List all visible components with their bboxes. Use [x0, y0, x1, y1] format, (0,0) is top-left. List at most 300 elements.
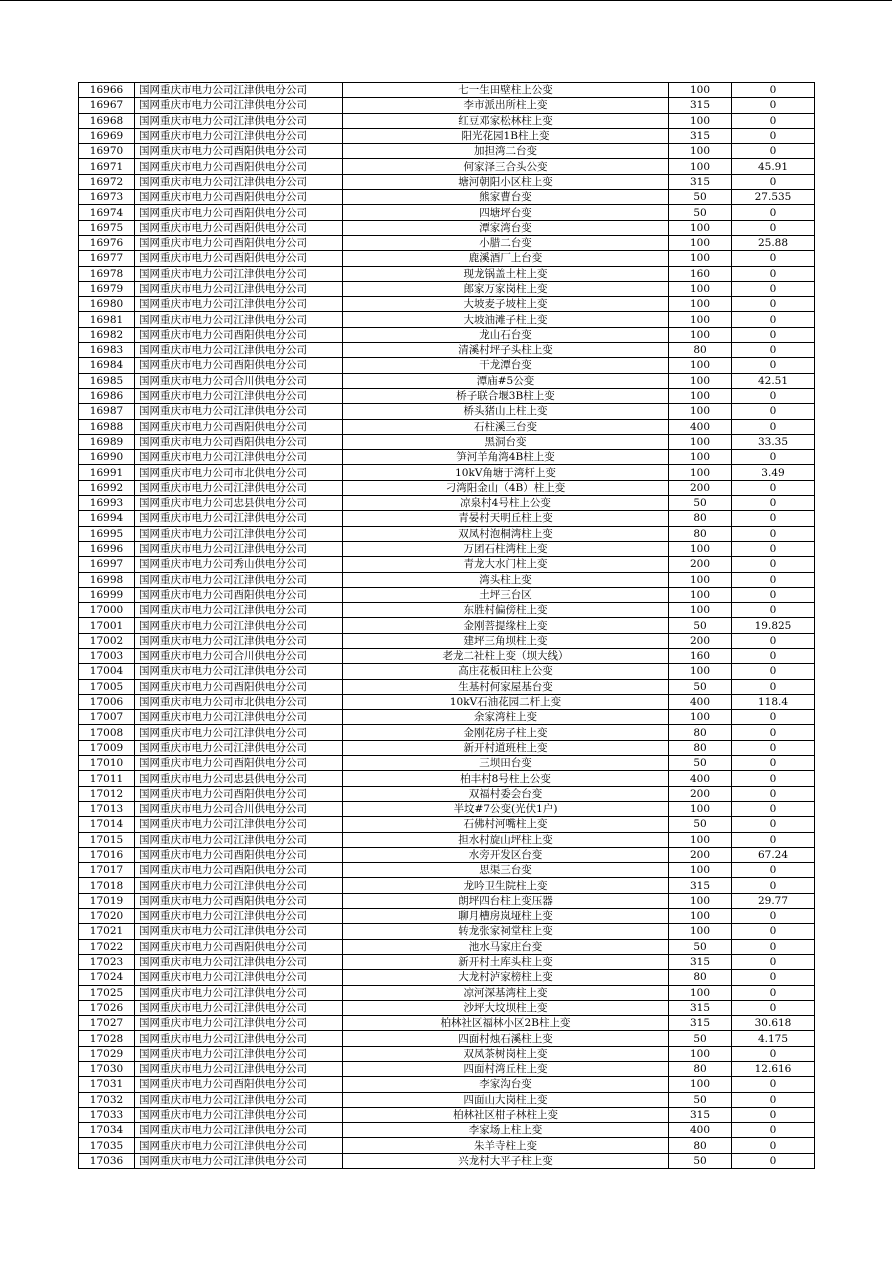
capacity-cell: 100: [669, 924, 732, 939]
row-id-cell: 17022: [79, 939, 135, 954]
value-cell: 29.77: [732, 893, 815, 908]
company-cell: 国网重庆市电力公司江津供电分公司: [135, 572, 343, 587]
capacity-cell: 50: [669, 205, 732, 220]
company-cell: 国网重庆市电力公司江津供电分公司: [135, 480, 343, 495]
capacity-cell: 80: [669, 1062, 732, 1077]
table-row: [79, 924, 815, 939]
table-row: [79, 725, 815, 740]
transformer-name-cell: 七一生田壁柱上公变: [343, 83, 669, 98]
capacity-cell: 200: [669, 480, 732, 495]
transformer-name-cell: 兴龙村大平子柱上变: [343, 1153, 669, 1168]
table-row: [79, 633, 815, 648]
row-id-cell: 16979: [79, 281, 135, 296]
row-id-cell: 17005: [79, 679, 135, 694]
company-cell: 国网重庆市电力公司江津供电分公司: [135, 633, 343, 648]
table-row: [79, 832, 815, 847]
row-id-cell: 16997: [79, 557, 135, 572]
company-cell: 国网重庆市电力公司江津供电分公司: [135, 1000, 343, 1015]
company-cell: 国网重庆市电力公司江津供电分公司: [135, 1123, 343, 1138]
row-id-cell: 17010: [79, 756, 135, 771]
row-id-cell: 16999: [79, 587, 135, 602]
capacity-cell: 100: [669, 1077, 732, 1092]
capacity-cell: 100: [669, 893, 732, 908]
transformer-name-cell: 龙吟卫生院柱上变: [343, 878, 669, 893]
table-row: [79, 771, 815, 786]
value-cell: 0: [732, 817, 815, 832]
page-top-rule: [0, 0, 892, 1]
capacity-cell: 400: [669, 771, 732, 786]
value-cell: 19.825: [732, 618, 815, 633]
row-id-cell: 17034: [79, 1123, 135, 1138]
transformer-name-cell: 思渠三台变: [343, 863, 669, 878]
transformer-name-cell: 东胜村偏傍柱上变: [343, 603, 669, 618]
transformer-name-cell: 万团石柱湾柱上变: [343, 541, 669, 556]
table-row: [79, 190, 815, 205]
value-cell: 0: [732, 526, 815, 541]
row-id-cell: 16998: [79, 572, 135, 587]
row-id-cell: 17036: [79, 1153, 135, 1168]
value-cell: 0: [732, 98, 815, 113]
company-cell: 国网重庆市电力公司酉阳供电分公司: [135, 251, 343, 266]
row-id-cell: 16990: [79, 450, 135, 465]
capacity-cell: 100: [669, 541, 732, 556]
table-row: [79, 373, 815, 388]
table-row: [79, 450, 815, 465]
company-cell: 国网重庆市电力公司江津供电分公司: [135, 98, 343, 113]
table-row: [79, 1016, 815, 1031]
table-row: [79, 205, 815, 220]
transformer-name-cell: 双凤村泡桐湾柱上变: [343, 526, 669, 541]
capacity-cell: 100: [669, 373, 732, 388]
row-id-cell: 17035: [79, 1138, 135, 1153]
value-cell: 0: [732, 648, 815, 663]
row-id-cell: 16986: [79, 388, 135, 403]
capacity-cell: 100: [669, 664, 732, 679]
row-id-cell: 16966: [79, 83, 135, 98]
row-id-cell: 17013: [79, 801, 135, 816]
table-row: [79, 496, 815, 511]
company-cell: 国网重庆市电力公司江津供电分公司: [135, 174, 343, 189]
value-cell: 0: [732, 83, 815, 98]
value-cell: 0: [732, 633, 815, 648]
transformer-name-cell: 湾头柱上变: [343, 572, 669, 587]
row-id-cell: 16992: [79, 480, 135, 495]
value-cell: 67.24: [732, 847, 815, 862]
value-cell: 0: [732, 710, 815, 725]
row-id-cell: 17021: [79, 924, 135, 939]
transformer-name-cell: 潭家湾台变: [343, 220, 669, 235]
capacity-cell: 80: [669, 511, 732, 526]
transformer-name-cell: 金刚花房子柱上变: [343, 725, 669, 740]
row-id-cell: 16993: [79, 496, 135, 511]
value-cell: 25.88: [732, 235, 815, 250]
value-cell: 0: [732, 801, 815, 816]
transformer-name-cell: 土坪三台区: [343, 587, 669, 602]
company-cell: 国网重庆市电力公司秀山供电分公司: [135, 557, 343, 572]
transformer-name-cell: 凉泉村4号柱上公变: [343, 496, 669, 511]
transformer-name-cell: 塘河朝阳小区柱上变: [343, 174, 669, 189]
value-cell: 0: [732, 343, 815, 358]
value-cell: 118.4: [732, 694, 815, 709]
company-cell: 国网重庆市电力公司江津供电分公司: [135, 817, 343, 832]
company-cell: 国网重庆市电力公司江津供电分公司: [135, 954, 343, 969]
value-cell: 0: [732, 786, 815, 801]
capacity-cell: 100: [669, 297, 732, 312]
company-cell: 国网重庆市电力公司酉阳供电分公司: [135, 679, 343, 694]
capacity-cell: 315: [669, 98, 732, 113]
company-cell: 国网重庆市电力公司酉阳供电分公司: [135, 190, 343, 205]
table-row: [79, 710, 815, 725]
company-cell: 国网重庆市电力公司江津供电分公司: [135, 878, 343, 893]
row-id-cell: 16995: [79, 526, 135, 541]
capacity-cell: 100: [669, 358, 732, 373]
transformer-name-cell: 柏林社区柑子林柱上变: [343, 1107, 669, 1122]
company-cell: 国网重庆市电力公司酉阳供电分公司: [135, 756, 343, 771]
table-row: [79, 404, 815, 419]
table-row: [79, 526, 815, 541]
value-cell: 0: [732, 756, 815, 771]
table-row: [79, 297, 815, 312]
table-row: [79, 251, 815, 266]
company-cell: 国网重庆市电力公司江津供电分公司: [135, 343, 343, 358]
table-row: [79, 801, 815, 816]
table-row: [79, 343, 815, 358]
value-cell: 0: [732, 450, 815, 465]
row-id-cell: 17028: [79, 1031, 135, 1046]
row-id-cell: 16982: [79, 327, 135, 342]
table-row: [79, 878, 815, 893]
value-cell: 0: [732, 404, 815, 419]
table-row: [79, 128, 815, 143]
capacity-cell: 80: [669, 725, 732, 740]
transformer-name-cell: 青晏村天明丘柱上变: [343, 511, 669, 526]
capacity-cell: 100: [669, 251, 732, 266]
company-cell: 国网重庆市电力公司江津供电分公司: [135, 924, 343, 939]
row-id-cell: 17008: [79, 725, 135, 740]
transformer-name-cell: 清溪村坪子头柱上变: [343, 343, 669, 358]
capacity-cell: 50: [669, 190, 732, 205]
transformer-name-cell: 加担湾二台变: [343, 144, 669, 159]
transformer-name-cell: 桥头猪山上柱上变: [343, 404, 669, 419]
transformer-name-cell: 鹿溪酒厂上台变: [343, 251, 669, 266]
company-cell: 国网重庆市电力公司江津供电分公司: [135, 312, 343, 327]
row-id-cell: 16975: [79, 220, 135, 235]
transformer-name-cell: 双福村委会台变: [343, 786, 669, 801]
transformer-name-cell: 聊月槽房岚垭柱上变: [343, 909, 669, 924]
row-id-cell: 17011: [79, 771, 135, 786]
table-body: [79, 83, 815, 1169]
company-cell: 国网重庆市电力公司江津供电分公司: [135, 725, 343, 740]
company-cell: 国网重庆市电力公司江津供电分公司: [135, 541, 343, 556]
table-row: [79, 909, 815, 924]
transformer-name-cell: 熊家曹台变: [343, 190, 669, 205]
transformer-name-cell: 朱羊寺柱上变: [343, 1138, 669, 1153]
row-id-cell: 17030: [79, 1062, 135, 1077]
transformer-name-cell: 10kV石油花园二杆上变: [343, 694, 669, 709]
capacity-cell: 200: [669, 847, 732, 862]
table-row: [79, 358, 815, 373]
row-id-cell: 17029: [79, 1046, 135, 1061]
row-id-cell: 16970: [79, 144, 135, 159]
company-cell: 国网重庆市电力公司合川供电分公司: [135, 373, 343, 388]
table-row: [79, 159, 815, 174]
row-id-cell: 17027: [79, 1016, 135, 1031]
transformer-name-cell: 半坟#7公变(光伏1户): [343, 801, 669, 816]
capacity-cell: 400: [669, 419, 732, 434]
value-cell: 0: [732, 174, 815, 189]
company-cell: 国网重庆市电力公司江津供电分公司: [135, 83, 343, 98]
row-id-cell: 16980: [79, 297, 135, 312]
capacity-cell: 315: [669, 174, 732, 189]
value-cell: 0: [732, 281, 815, 296]
transformer-name-cell: 凉河深基湾柱上变: [343, 985, 669, 1000]
capacity-cell: 315: [669, 878, 732, 893]
table-row: [79, 1153, 815, 1168]
capacity-cell: 50: [669, 496, 732, 511]
capacity-cell: 315: [669, 1000, 732, 1015]
transformer-name-cell: 新开村土库头柱上变: [343, 954, 669, 969]
capacity-cell: 100: [669, 863, 732, 878]
transformer-name-cell: 红豆邓家松林柱上变: [343, 113, 669, 128]
row-id-cell: 16967: [79, 98, 135, 113]
value-cell: 45.91: [732, 159, 815, 174]
capacity-cell: 100: [669, 572, 732, 587]
row-id-cell: 17024: [79, 970, 135, 985]
capacity-cell: 100: [669, 832, 732, 847]
capacity-cell: 160: [669, 648, 732, 663]
value-cell: 0: [732, 327, 815, 342]
company-cell: 国网重庆市电力公司酉阳供电分公司: [135, 159, 343, 174]
value-cell: 0: [732, 679, 815, 694]
capacity-cell: 400: [669, 1123, 732, 1138]
transformer-name-cell: 朗坪四台柱上变压器: [343, 893, 669, 908]
row-id-cell: 17017: [79, 863, 135, 878]
transformer-name-cell: 转龙张家祠堂柱上变: [343, 924, 669, 939]
company-cell: 国网重庆市电力公司江津供电分公司: [135, 511, 343, 526]
transformer-name-cell: 金刚菩提缘柱上变: [343, 618, 669, 633]
table-row: [79, 985, 815, 1000]
company-cell: 国网重庆市电力公司酉阳供电分公司: [135, 587, 343, 602]
capacity-cell: 100: [669, 144, 732, 159]
value-cell: 0: [732, 664, 815, 679]
capacity-cell: 100: [669, 710, 732, 725]
value-cell: 0: [732, 388, 815, 403]
company-cell: 国网重庆市电力公司江津供电分公司: [135, 128, 343, 143]
table-row: [79, 1031, 815, 1046]
company-cell: 国网重庆市电力公司江津供电分公司: [135, 1138, 343, 1153]
value-cell: 0: [732, 878, 815, 893]
table-row: [79, 388, 815, 403]
value-cell: 0: [732, 1046, 815, 1061]
row-id-cell: 16983: [79, 343, 135, 358]
transformer-name-cell: 何家泽三合头公变: [343, 159, 669, 174]
row-id-cell: 17019: [79, 893, 135, 908]
value-cell: 0: [732, 970, 815, 985]
transformer-name-cell: 池水马家庄台变: [343, 939, 669, 954]
value-cell: 0: [732, 1153, 815, 1168]
company-cell: 国网重庆市电力公司江津供电分公司: [135, 603, 343, 618]
capacity-cell: 100: [669, 465, 732, 480]
transformer-name-cell: 干龙潭台变: [343, 358, 669, 373]
table-row: [79, 220, 815, 235]
transformer-name-cell: 现龙锅盖土柱上变: [343, 266, 669, 281]
capacity-cell: 50: [669, 1031, 732, 1046]
capacity-cell: 400: [669, 694, 732, 709]
company-cell: 国网重庆市电力公司江津供电分公司: [135, 909, 343, 924]
capacity-cell: 50: [669, 817, 732, 832]
transformer-name-cell: 三坝田台变: [343, 756, 669, 771]
capacity-cell: 50: [669, 939, 732, 954]
company-cell: 国网重庆市电力公司江津供电分公司: [135, 1092, 343, 1107]
row-id-cell: 16974: [79, 205, 135, 220]
company-cell: 国网重庆市电力公司忠县供电分公司: [135, 496, 343, 511]
table-row: [79, 144, 815, 159]
company-cell: 国网重庆市电力公司酉阳供电分公司: [135, 358, 343, 373]
capacity-cell: 100: [669, 113, 732, 128]
value-cell: 0: [732, 220, 815, 235]
value-cell: 12.616: [732, 1062, 815, 1077]
company-cell: 国网重庆市电力公司酉阳供电分公司: [135, 327, 343, 342]
table-row: [79, 740, 815, 755]
row-id-cell: 16996: [79, 541, 135, 556]
row-id-cell: 17004: [79, 664, 135, 679]
row-id-cell: 16985: [79, 373, 135, 388]
transformer-name-cell: 桥子联合堰3B柱上变: [343, 388, 669, 403]
value-cell: 0: [732, 205, 815, 220]
value-cell: 0: [732, 541, 815, 556]
table-row: [79, 603, 815, 618]
capacity-cell: 200: [669, 786, 732, 801]
value-cell: 0: [732, 740, 815, 755]
value-cell: 0: [732, 1138, 815, 1153]
capacity-cell: 50: [669, 618, 732, 633]
company-cell: 国网重庆市电力公司酉阳供电分公司: [135, 893, 343, 908]
value-cell: 0: [732, 511, 815, 526]
transformer-name-cell: 四面村湾丘柱上变: [343, 1062, 669, 1077]
capacity-cell: 100: [669, 159, 732, 174]
company-cell: 国网重庆市电力公司酉阳供电分公司: [135, 847, 343, 862]
capacity-cell: 100: [669, 450, 732, 465]
value-cell: 0: [732, 924, 815, 939]
table-row: [79, 83, 815, 98]
company-cell: 国网重庆市电力公司酉阳供电分公司: [135, 1077, 343, 1092]
transformer-name-cell: 阳光花园1B柱上变: [343, 128, 669, 143]
capacity-cell: 315: [669, 1107, 732, 1122]
capacity-cell: 80: [669, 343, 732, 358]
company-cell: 国网重庆市电力公司江津供电分公司: [135, 740, 343, 755]
value-cell: 0: [732, 297, 815, 312]
transformer-name-cell: 水旁开发区台变: [343, 847, 669, 862]
transformer-name-cell: 李市派出所柱上变: [343, 98, 669, 113]
table-row: [79, 266, 815, 281]
capacity-cell: 100: [669, 327, 732, 342]
transformer-name-cell: 郎家万家岗柱上变: [343, 281, 669, 296]
value-cell: 0: [732, 480, 815, 495]
table-row: [79, 235, 815, 250]
transformer-name-cell: 高庄花板田柱上公变: [343, 664, 669, 679]
company-cell: 国网重庆市电力公司酉阳供电分公司: [135, 939, 343, 954]
capacity-cell: 80: [669, 740, 732, 755]
table-row: [79, 587, 815, 602]
value-cell: 0: [732, 832, 815, 847]
value-cell: 0: [732, 144, 815, 159]
row-id-cell: 17023: [79, 954, 135, 969]
transformer-name-cell: 四面村烛石溪柱上变: [343, 1031, 669, 1046]
value-cell: 0: [732, 909, 815, 924]
capacity-cell: 315: [669, 954, 732, 969]
transformer-name-cell: 龙山石台变: [343, 327, 669, 342]
transformer-name-cell: 青龙大水门柱上变: [343, 557, 669, 572]
value-cell: 27.535: [732, 190, 815, 205]
row-id-cell: 17026: [79, 1000, 135, 1015]
company-cell: 国网重庆市电力公司江津供电分公司: [135, 388, 343, 403]
row-id-cell: 17025: [79, 985, 135, 1000]
table-row: [79, 1092, 815, 1107]
transformer-name-cell: 担水村旋山坪柱上变: [343, 832, 669, 847]
value-cell: 0: [732, 358, 815, 373]
table-row: [79, 312, 815, 327]
row-id-cell: 17001: [79, 618, 135, 633]
table-row: [79, 1000, 815, 1015]
row-id-cell: 16976: [79, 235, 135, 250]
table-row: [79, 480, 815, 495]
company-cell: 国网重庆市电力公司江津供电分公司: [135, 710, 343, 725]
row-id-cell: 17016: [79, 847, 135, 862]
capacity-cell: 315: [669, 128, 732, 143]
row-id-cell: 16994: [79, 511, 135, 526]
value-cell: 0: [732, 1107, 815, 1122]
table-row: [79, 893, 815, 908]
table-row: [79, 281, 815, 296]
company-cell: 国网重庆市电力公司江津供电分公司: [135, 1016, 343, 1031]
value-cell: 0: [732, 1077, 815, 1092]
capacity-cell: 100: [669, 281, 732, 296]
row-id-cell: 16989: [79, 434, 135, 449]
row-id-cell: 16978: [79, 266, 135, 281]
company-cell: 国网重庆市电力公司酉阳供电分公司: [135, 434, 343, 449]
company-cell: 国网重庆市电力公司酉阳供电分公司: [135, 863, 343, 878]
row-id-cell: 17020: [79, 909, 135, 924]
table-row: [79, 557, 815, 572]
row-id-cell: 17018: [79, 878, 135, 893]
table-row: [79, 1062, 815, 1077]
table-row: [79, 174, 815, 189]
transformer-name-cell: 黑洞台变: [343, 434, 669, 449]
row-id-cell: 16969: [79, 128, 135, 143]
value-cell: 30.618: [732, 1016, 815, 1031]
transformer-name-cell: 李家沟台变: [343, 1077, 669, 1092]
capacity-cell: 50: [669, 679, 732, 694]
row-id-cell: 17003: [79, 648, 135, 663]
company-cell: 国网重庆市电力公司江津供电分公司: [135, 1031, 343, 1046]
capacity-cell: 100: [669, 587, 732, 602]
company-cell: 国网重庆市电力公司江津供电分公司: [135, 297, 343, 312]
capacity-cell: 100: [669, 603, 732, 618]
transformer-name-cell: 刁湾阳金山（4B）柱上变: [343, 480, 669, 495]
value-cell: 0: [732, 128, 815, 143]
table-row: [79, 419, 815, 434]
company-cell: 国网重庆市电力公司江津供电分公司: [135, 832, 343, 847]
row-id-cell: 16977: [79, 251, 135, 266]
capacity-cell: 80: [669, 1138, 732, 1153]
capacity-cell: 100: [669, 404, 732, 419]
company-cell: 国网重庆市电力公司江津供电分公司: [135, 113, 343, 128]
transformer-name-cell: 四面山大岗柱上变: [343, 1092, 669, 1107]
value-cell: 0: [732, 1000, 815, 1015]
capacity-cell: 160: [669, 266, 732, 281]
row-id-cell: 17014: [79, 817, 135, 832]
row-id-cell: 16984: [79, 358, 135, 373]
